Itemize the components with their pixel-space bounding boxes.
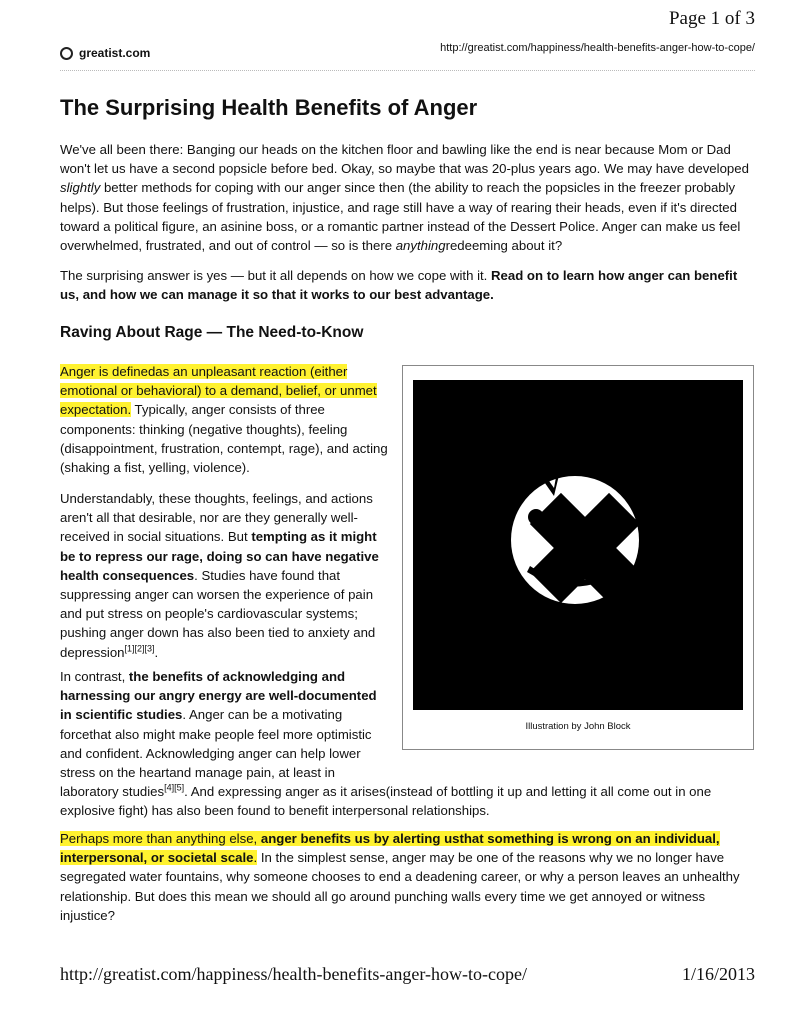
citation-link[interactable]: [1][2][3] — [124, 643, 155, 654]
figure-caption: Illustration by John Block — [525, 721, 631, 732]
header-url[interactable]: http://greatist.com/happiness/health-benefits-anger-how-to-cope/ — [440, 42, 755, 54]
citation-link[interactable]: [4][5] — [164, 782, 185, 793]
site-header — [60, 42, 755, 70]
anger-illustration — [413, 380, 743, 710]
repress-paragraph: Understandably, these thoughts, feelings, and actions aren't all that desirable, nor are they generally well-received in social situations. But tempting as it might be to repress our rage, doing so can have negative health consequences. Studies have found that suppressing anger can worsen the experience of pain and put stress on people's cardiovascular systems; pushing anger down has also been tied to anxiety and depression[1][2][3]. — [60, 491, 379, 660]
circle-logo-icon — [60, 47, 73, 60]
highlighted-text: Anger is definedas an unpleasant reaction (either emotional or behavioral) to a demand, belief, or unmet expectation. — [60, 364, 377, 418]
angry-face-icon — [413, 380, 743, 710]
alert-paragraph: Perhaps more than anything else, anger benefits us by alerting usthat something is wrong on an individual, interpersonal, or societal scale. In the simplest sense, anger may be one of the reasons why we no longer have segregated water fountains, why someone chooses to end a deadening career, or why a person leaves an unhealthy relationship. But does this mean we should all go around punching walls every time we get annoyed or witness injustice? — [60, 831, 740, 923]
header-divider — [60, 70, 755, 71]
article-title: The Surprising Health Benefits of Anger — [60, 95, 478, 120]
answer-paragraph: The surprising answer is yes — but it all depends on how we cope with it. Read on to learn how anger can benefit us, and how we can manage it so that it works to our best advantage. — [60, 268, 738, 303]
footer-url[interactable]: http://greatist.com/happiness/health-benefits-anger-how-to-cope/ — [60, 964, 527, 984]
intro-paragraph: We've all been there: Banging our heads on the kitchen floor and bawling like the end is near because Mom or Dad won't let us have a second popsicle before bed. Okay, so maybe that was 20-plus years ago. We may have developed slightly better methods for coping with our anger since then (the ability to reach the popsicles in the freezer probably helps). But those feelings of frustration, injustice, and rage still have a way of rearing their heads, even if it's directed toward a political figure, an asinine boss, or a romantic partner instead of the Dessert Police. Anger can make us feel overwhelmed, frustrated, and out of control — so is there anythingredeeming about it? — [60, 142, 749, 254]
footer-date: 1/16/2013 — [681, 964, 755, 984]
benefits-paragraph-continued: laboratory studies[4][5]. And expressing anger as it arises(instead of bottling it up and letting it all come out in one explosive fight) has also been found to benefit interpersonal relationships. — [60, 782, 712, 819]
site-logo[interactable] — [60, 46, 150, 60]
definition-paragraph: Anger is definedas an unpleasant reaction (either emotional or behavioral) to a demand, belief, or unmet expectation. Typically, anger consists of three components: thinking (negative thoughts), feeling (disappointment, frustration, contempt, rage), and acting (shaking a fist, yelling, violence). — [60, 364, 388, 476]
site-name: greatist.com — [79, 46, 151, 60]
page-number: Page 1 of 3 — [668, 8, 755, 29]
highlighted-text: Perhaps more than anything else, anger benefits us by alerting usthat something is wrong on an individual, interpersonal, or societal scale. — [60, 831, 720, 866]
benefits-paragraph: In contrast, the benefits of acknowledging and harnessing our angry energy are well-documented in scientific studies. Anger can be a motivating forcethat also might make people feel more optimistic and confident. Acknowledging anger can help lower stress on the heartand manage pain, at least in — [60, 669, 377, 781]
section-heading: Raving About Rage — The Need-to-Know — [60, 324, 364, 341]
illustration-figure — [402, 365, 754, 750]
